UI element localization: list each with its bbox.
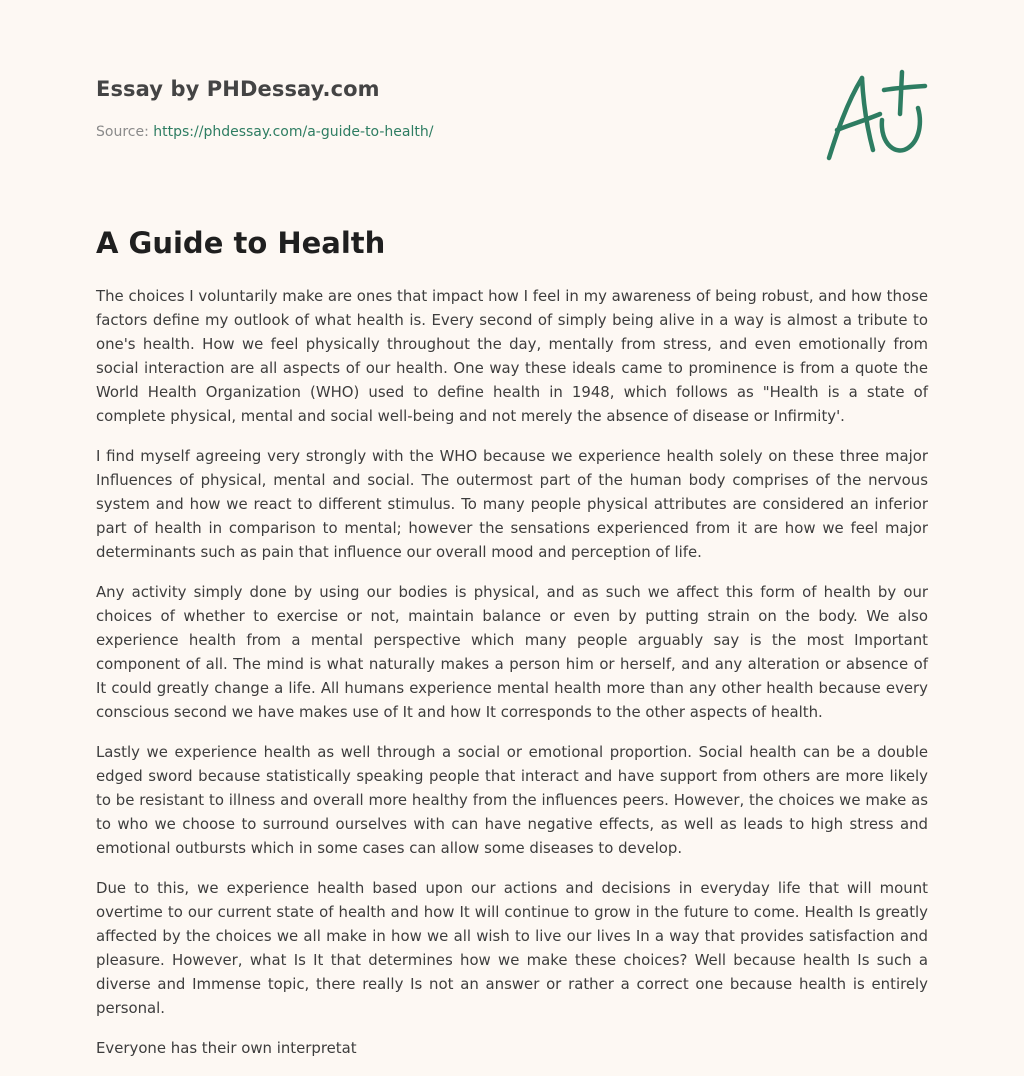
a-plus-grade-icon <box>822 68 928 164</box>
source-label: Source: <box>96 124 154 140</box>
essay-title: A Guide to Health <box>96 226 386 260</box>
source-line <box>96 124 433 140</box>
source-link[interactable]: https://phdessay.com/a-guide-to-health/ <box>153 124 434 140</box>
essay-paragraph: Lastly we experience health as well through a social or emotional proportion. Social health can be a double edged sword because statistically speaking people that interact and have support from others are more likely to be resistant to illness and overall more healthy from the influences peers. However, the choices we make as to who we choose to surround ourselves with can have negative effects, as well as leads to high stress and emotional outbursts which in some cases can allow some diseases to develop. <box>96 743 928 857</box>
essay-paragraph: The choices I voluntarily make are ones that impact how I feel in my awareness of being robust, and how those factors define my outlook of what health is. Every second of simply being alive in a way is almost a tribute to one's health. How we feel physically throughout the day, mentally from stress, and even emotionally from social interaction are all aspects of our health. One way these ideals came to prominence is from a quote the World Health Organization (WHO) used to define health in 1948, which follows as "Health is a state of complete physical, mental and social well-being and not merely the absence of disease or Infirmity'. <box>96 287 928 425</box>
essay-paragraph: I find myself agreeing very strongly with the WHO because we experience health solely on these three major Influences of physical, mental and social. The outermost part of the human body comprises of the nervous system and how we react to different stimulus. To many people physical attributes are considered an inferior part of health in comparison to mental; however the sensations experienced from it are how we feel major determinants such as pain that influence our overall mood and perception of life. <box>96 447 928 561</box>
essay-paragraph: Any activity simply done by using our bodies is physical, and as such we affect this form of health by our choices of whether to exercise or not, maintain balance or even by putting strain on the body. We also experience health from a mental perspective which many people arguably say is the most Important component of all. The mind is what naturally makes a person him or herself, and any alteration or absence of It could greatly change a life. All humans experience mental health more than any other health because every conscious second we have makes use of It and how It corresponds to the other aspects of health. <box>96 583 928 721</box>
essay-body <box>96 284 928 1076</box>
site-title: Essay by PHDessay.com <box>96 77 380 101</box>
essay-paragraph: Everyone has their own interpretat <box>96 1039 357 1057</box>
essay-paragraph: Due to this, we experience health based upon our actions and decisions in everyday life that will mount overtime to our current state of health and how It will continue to grow in the future to come. Health Is greatly affected by the choices we all make in how we all wish to live our lives In a way that provides satisfaction and pleasure. However, what Is It that determines how we make these choices? Well because health Is such a diverse and Immense topic, there really Is not an answer or rather a correct one because health is entirely personal. <box>96 879 928 1017</box>
